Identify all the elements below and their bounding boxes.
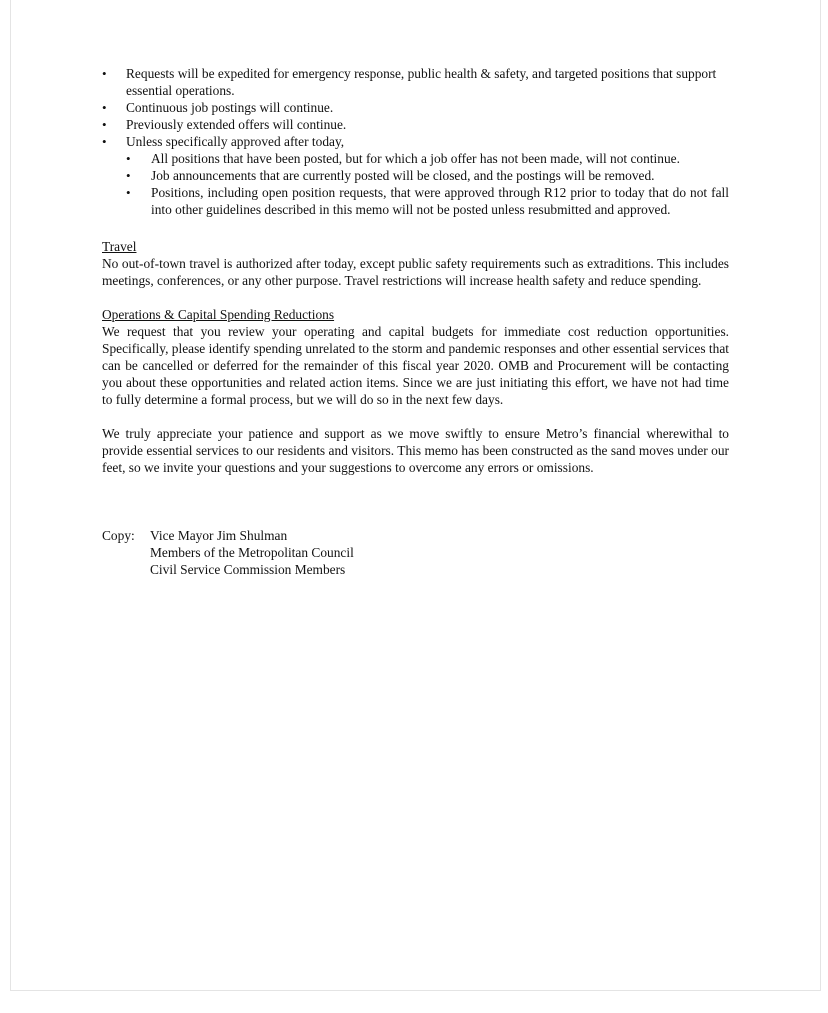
closing-paragraph: We truly appreciate your patience and support as we move swiftly to ensure Metro’s financial wherewithal to provide essential services to our residents and visitors. This memo has been constructed as the sand moves under our feet, so we invite your questions and your suggestions to overcome any errors or omissions. [102,426,729,475]
travel-heading: Travel [102,239,137,254]
bullet-icon: • [102,100,107,115]
bullet-icon: • [126,168,131,183]
operations-paragraph: We request that you review your operating and capital budgets for immediate cost reduction opportunities. Specifically, please identify spending unrelated to the storm and pandemic responses and other essential services that can be cancelled or deferred for the remainder of this fiscal year 2020. OMB and Procurement will be contacting you about these opportunities and related action items. Since we are just initiating this effort, we have not had time to fully determine a formal process, but we will do so in the next few days. [102,324,729,407]
copy-recipient: Civil Service Commission Members [150,562,346,577]
list-item [102,99,729,116]
copy-label: Copy: [102,528,135,543]
travel-section [102,238,729,289]
operations-section [102,306,729,408]
sub-list-item [126,184,729,218]
list-item [102,65,729,99]
document-page [10,0,821,991]
copy-recipient: Vice Mayor Jim Shulman [150,528,288,543]
sub-list-item-text: All positions that have been posted, but for which a job offer has not been made, will not continue. [151,151,680,166]
bullet-icon: • [126,185,131,200]
copy-recipient-list [150,527,354,578]
bullet-icon: • [102,117,107,132]
sub-list-item-text: Job announcements that are currently posted will be closed, and the postings will be removed. [151,168,655,183]
bullet-icon: • [102,66,107,81]
sub-list-item [126,167,729,184]
sub-list-item-text: Positions, including open position requests, that were approved through R12 prior to today that do not fall into other guidelines described in this memo will not be posted unless resubmitted and approved. [151,185,729,217]
memo-body [102,65,729,578]
list-item [102,116,729,133]
list-item-text: Unless specifically approved after today, [126,134,345,149]
sub-list-item [126,150,729,167]
list-item [102,133,729,218]
copy-recipient: Members of the Metropolitan Council [150,545,354,560]
list-item-text: Continuous job postings will continue. [126,100,334,115]
guidelines-list [102,65,729,218]
travel-paragraph: No out-of-town travel is authorized after today, except public safety requirements such as extraditions. This includes meetings, conferences, or any other purpose. Travel restrictions will increase health safety and reduce spending. [102,256,729,288]
list-item-text: Requests will be expedited for emergency response, public health & safety, and targeted positions that support essential operations. [126,66,717,98]
list-item-text: Previously extended offers will continue. [126,117,347,132]
copy-recipients [102,527,729,578]
bullet-icon: • [102,134,107,149]
sub-guidelines-list [126,150,729,218]
bullet-icon: • [126,151,131,166]
operations-heading: Operations & Capital Spending Reductions [102,307,335,322]
closing-section [102,425,729,476]
